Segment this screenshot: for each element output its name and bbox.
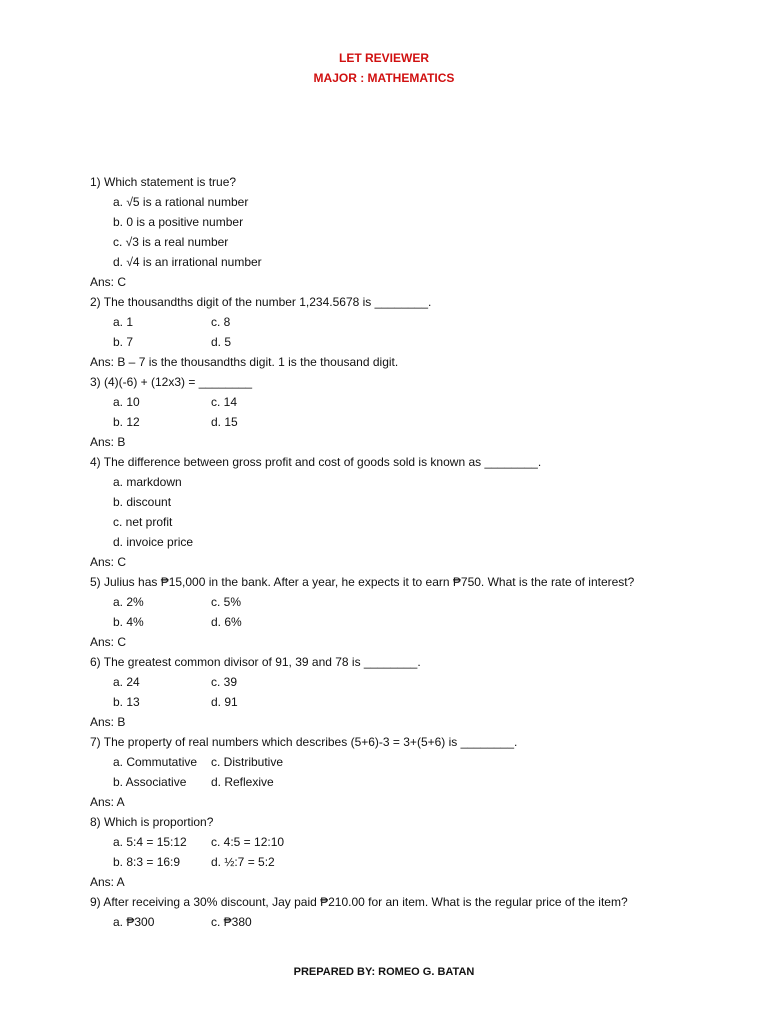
option-row (90, 832, 730, 852)
answer-text: Ans: B (90, 435, 126, 449)
option-item: a. 5:4 = 15:12 (113, 835, 187, 849)
option-row (90, 592, 730, 612)
option-item: c. √3 is a real number (113, 235, 229, 249)
question-text: 4) The difference between gross profit and cost of goods sold is known as ________. (90, 455, 542, 469)
answer-text: Ans: B (90, 715, 126, 729)
option-row (90, 412, 730, 432)
option-row (90, 612, 730, 632)
option-item: d. 5 (211, 335, 232, 349)
option-row (90, 852, 730, 872)
option-item: d. invoice price (113, 535, 194, 549)
question-text: 9) After receiving a 30% discount, Jay paid ₱210.00 for an item. What is the regular price of the item? (90, 895, 628, 909)
question-text: 7) The property of real numbers which describes (5+6)-3 = 3+(5+6) is ________. (90, 735, 518, 749)
answer-text: Ans: A (90, 795, 125, 809)
option-item: a. √5 is a rational number (113, 195, 249, 209)
answer-text: Ans: A (90, 875, 125, 889)
option-item: d. 6% (211, 615, 242, 629)
option-row (90, 312, 730, 332)
question-text: 5) Julius has ₱15,000 in the bank. After a year, he expects it to earn ₱750. What is the rate of interest? (90, 575, 635, 589)
option-item: c. 5% (211, 595, 242, 609)
option-item: b. 7 (113, 335, 134, 349)
option-item: d. 15 (211, 415, 238, 429)
option-item: b. 8:3 = 16:9 (113, 855, 181, 869)
answer-text: Ans: C (90, 555, 127, 569)
option-row (90, 692, 730, 712)
option-item: a. 1 (113, 315, 134, 329)
option-item: c. ₱380 (211, 915, 252, 929)
option-row (90, 392, 730, 412)
option-item: c. 39 (211, 675, 238, 689)
option-item: a. markdown (113, 475, 182, 489)
question-text: 1) Which statement is true? (90, 175, 237, 189)
option-item: a. Commutative (113, 755, 198, 769)
option-item: c. 8 (211, 315, 231, 329)
option-item: c. 14 (211, 395, 238, 409)
question-text: 2) The thousandths digit of the number 1,234.5678 is ________. (90, 295, 432, 309)
option-row (90, 912, 730, 932)
question-text: 8) Which is proportion? (90, 815, 214, 829)
option-item: a. 2% (113, 595, 144, 609)
answer-text: Ans: B – 7 is the thousandths digit. 1 is the thousand digit. (90, 355, 399, 369)
option-item: a. 24 (113, 675, 140, 689)
option-item: d. √4 is an irrational number (113, 255, 262, 269)
question-text: 6) The greatest common divisor of 91, 39 and 78 is ________. (90, 655, 421, 669)
option-row (90, 752, 730, 772)
option-item: c. Distributive (211, 755, 284, 769)
option-item: a. 10 (113, 395, 140, 409)
option-item: d. ½:7 = 5:2 (211, 855, 275, 869)
option-item: a. ₱300 (113, 915, 155, 929)
option-item: b. 12 (113, 415, 140, 429)
prepared-by: PREPARED BY: ROMEO G. BATAN (293, 966, 475, 978)
option-item: b. 0 is a positive number (113, 215, 244, 229)
option-row (90, 672, 730, 692)
option-item: b. 4% (113, 615, 144, 629)
option-item: d. 91 (211, 695, 238, 709)
question-list (90, 172, 730, 932)
option-item: b. discount (113, 495, 172, 509)
question-text: 3) (4)(-6) + (12x3) = ________ (90, 375, 253, 389)
option-row (90, 332, 730, 352)
document-header (0, 48, 768, 88)
option-row (90, 772, 730, 792)
answer-text: Ans: C (90, 635, 127, 649)
document-title: LET REVIEWER (338, 51, 429, 65)
document-subtitle: MAJOR : MATHEMATICS (313, 71, 455, 85)
option-item: c. 4:5 = 12:10 (211, 835, 285, 849)
option-item: b. 13 (113, 695, 140, 709)
option-item: c. net profit (113, 515, 173, 529)
option-item: b. Associative (113, 775, 187, 789)
answer-text: Ans: C (90, 275, 127, 289)
option-item: d. Reflexive (211, 775, 274, 789)
